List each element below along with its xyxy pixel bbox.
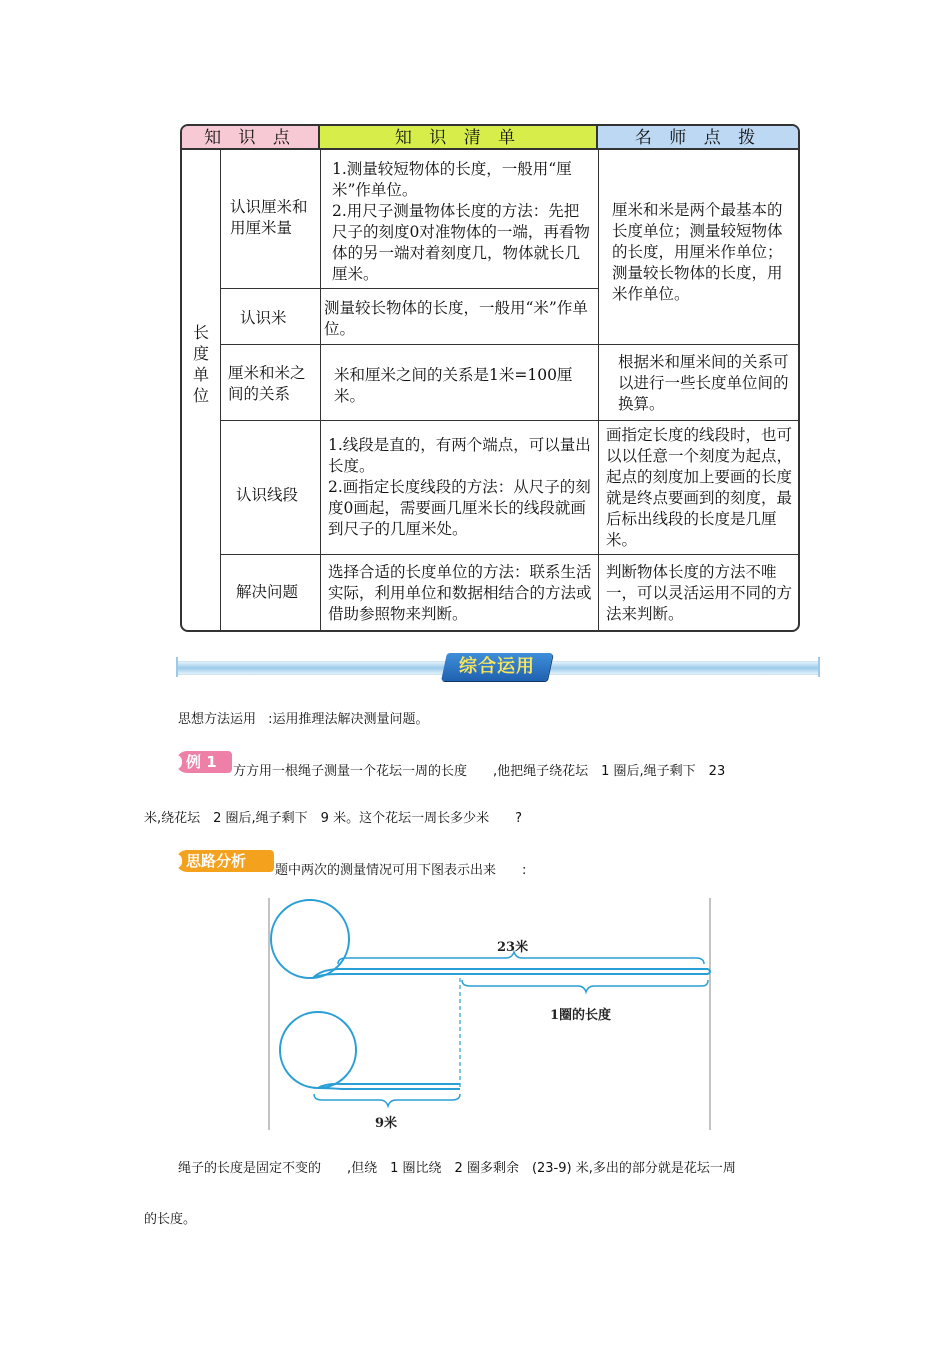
example-line1: 方方用一根绳子测量一个花坛一周的长度 ,他把绳子绕花坛 1 圈后,绳子剩下 23	[233, 764, 726, 779]
badge-dot-icon	[176, 755, 182, 769]
example-badge: 例 1	[176, 751, 232, 773]
label-loop: 1圈的长度	[550, 1008, 612, 1023]
header-knowledge-point: 知 识 点	[182, 126, 320, 150]
method-line	[178, 708, 429, 727]
list-relation: 米和厘米之间的关系是1米=100厘米。	[334, 366, 573, 405]
label-23m: 23米	[497, 940, 529, 955]
conclusion-line2: 的长度。	[144, 1212, 197, 1227]
rope-diagram	[268, 898, 712, 1130]
topic-segment: 认识线段	[236, 486, 299, 504]
list-solve: 选择合适的长度单位的方法：联系生活实际，利用单位和数据相结合的方法或借助参照物来判断。	[328, 563, 592, 623]
topic-m: 认识米	[240, 309, 287, 327]
method-label: 思想方法运用	[178, 712, 257, 727]
brace-9m	[314, 1094, 460, 1106]
topic-solve: 解决问题	[236, 583, 299, 601]
knowledge-table	[180, 124, 800, 632]
header-teacher-tips: 名 师 点 拨	[598, 126, 798, 150]
analysis-badge: 思路分析	[176, 850, 274, 872]
list-m: 测量较长物体的长度，一般用“米”作单位。	[324, 299, 588, 338]
topic-relation: 厘米和米之间的关系	[228, 364, 306, 403]
tip-solve: 判断物体长度的方法不唯一，可以灵活运用不同的方法来判断。	[606, 563, 793, 623]
tip-cm-m: 厘米和米是两个最基本的长度单位；测量较短物体的长度，用厘米作单位；测量较长物体的长度，用米作单位。	[612, 201, 783, 303]
circle-one-loop	[271, 900, 710, 978]
conclusion-line1: 绳子的长度是固定不变的 ,但绕 1 圈比绕 2 圈多剩余 (23-9) 米,多出的部分就是花坛一周	[178, 1161, 736, 1176]
method-text: :运用推理法解决测量问题。	[268, 712, 429, 727]
tip-segment: 画指定长度的线段时，也可以以任意一个刻度为起点，起点的刻度加上要画的长度就是终点要画到的刻度，最后标出线段的长度是几厘米。	[606, 426, 793, 549]
brace-one-loop	[462, 980, 708, 992]
tip-relation: 根据米和厘米间的关系可以进行一些长度单位间的换算。	[618, 353, 789, 413]
badge-dot-icon	[176, 854, 182, 868]
label-9m: 9米	[375, 1116, 398, 1130]
topic-cm: 认识厘米和用厘米量	[230, 198, 308, 237]
analysis-text: 题中两次的测量情况可用下图表示出来 :	[275, 863, 527, 878]
header-knowledge-list: 知 识 清 单	[320, 126, 598, 150]
example-line2: 米,绕花坛 2 圈后,绳子剩下 9 米。这个花坛一周长多少米 ?	[144, 811, 522, 826]
section-title: 综合运用	[459, 656, 535, 677]
list-segment: 1.线段是直的，有两个端点，可以量出长度。 2.画指定长度线段的方法：从尺子的刻度0画起，需要画几厘米长的线段就画到尺子的几厘米处。	[328, 436, 591, 538]
circle-two-loops	[280, 1012, 460, 1089]
list-cm: 1.测量较短物体的长度，一般用“厘米”作单位。 2.用尺子测量物体长度的方法：先把尺子的刻度0对准物体的一端，再看物体的另一端对着刻度几，物体就长几厘米。	[332, 160, 590, 283]
section-banner	[176, 653, 820, 681]
group-label-length-units: 长度单位	[192, 323, 209, 405]
